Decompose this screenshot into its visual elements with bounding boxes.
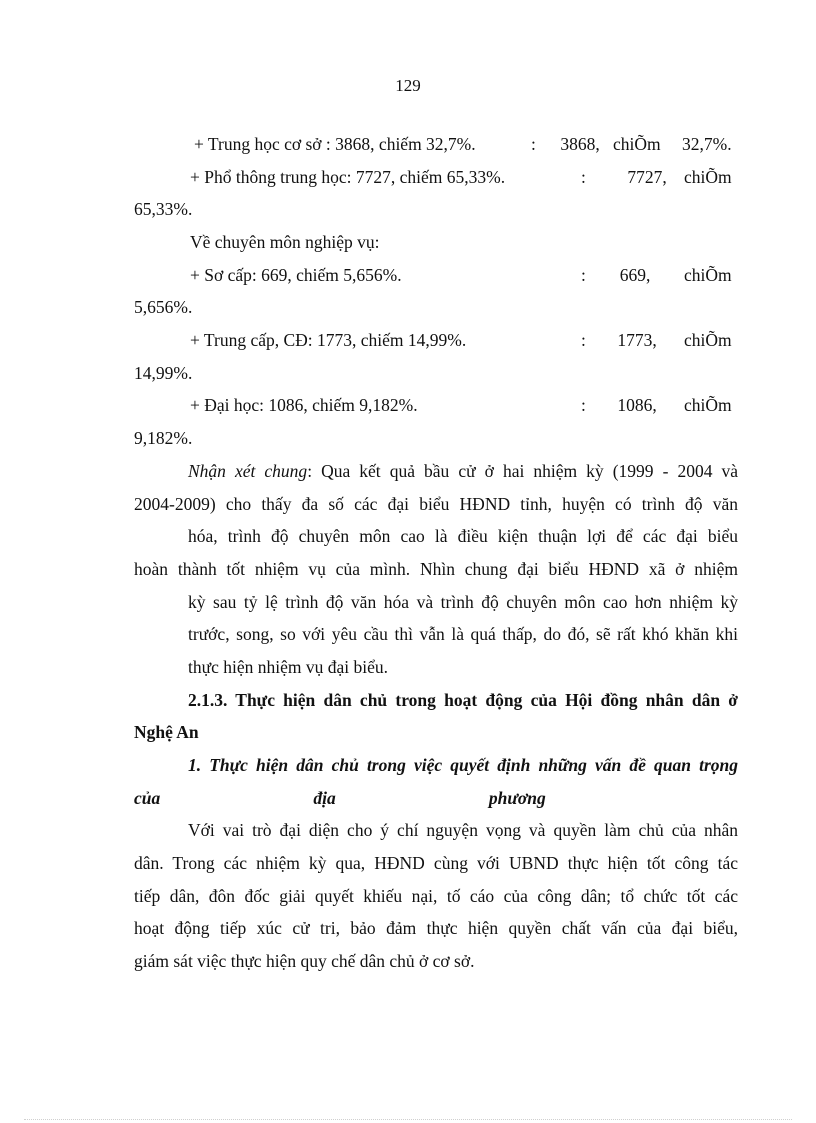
paragraph-line: dân. Trong các nhiệm kỳ qua, HĐND cùng với UBND thực hiện tốt công tác <box>134 853 738 873</box>
stat-number: 669, <box>619 265 651 285</box>
paragraph-line: tiếp dân, đôn đốc giải quyết khiếu nại, tố cáo của công dân; tổ chức tốt các <box>134 886 738 906</box>
remark-label: Nhận xét chung <box>188 461 308 481</box>
stat-word: chiÕm <box>684 265 732 285</box>
paragraph-line: 2004-2009) cho thấy đa số các đại biểu HĐND tỉnh, huyện có trình độ văn <box>134 494 738 514</box>
subsection-heading-cont: của địa phương <box>134 788 546 808</box>
section-heading: 2.1.3. Thực hiện dân chủ trong hoạt động của Hội đồng nhân dân ở <box>188 690 738 710</box>
stat-colon: : <box>531 134 536 154</box>
stat-percent: 14,99%. <box>134 363 193 383</box>
stat-word: chiÕm <box>684 330 732 350</box>
paragraph-line: kỳ sau tỷ lệ trình độ văn hóa và trình độ chuyên môn cao hơn nhiệm kỳ <box>188 592 738 612</box>
stat-word: chiÕm <box>684 167 732 187</box>
stat-colon: : <box>581 167 586 187</box>
section-heading-cont: Nghệ An <box>134 722 199 742</box>
page-number: 129 <box>395 76 421 95</box>
stat-label: + Đại học: 1086, chiếm 9,182%. <box>190 395 418 415</box>
stat-number: 1773, <box>617 330 657 350</box>
stat-colon: : <box>581 265 586 285</box>
stat-number: 7727, <box>627 167 667 187</box>
stat-colon: : <box>581 330 586 350</box>
paragraph-line: hóa, trình độ chuyên môn cao là điều kiện thuận lợi để các đại biểu <box>188 526 738 546</box>
stat-word: chiÕm <box>684 395 732 415</box>
footer-rule <box>24 1119 792 1120</box>
section-label: Về chuyên môn nghiệp vụ: <box>190 232 380 252</box>
paragraph-line: hoạt động tiếp xúc cử tri, bảo đảm thực hiện quyền chất vấn của đại biểu, <box>134 918 738 938</box>
paragraph-line: Với vai trò đại diện cho ý chí nguyện vọng và quyền làm chủ của nhân <box>188 820 738 840</box>
paragraph-line: trước, song, so với yêu cầu thì vẫn là quá thấp, do đó, sẽ rất khó khăn khi <box>188 624 738 644</box>
paragraph-line: giám sát việc thực hiện quy chế dân chủ ở cơ sở. <box>134 951 475 971</box>
subsection-heading: 1. Thực hiện dân chủ trong việc quyết định những vấn đề quan trọng <box>188 755 738 775</box>
stat-word: chiÕm <box>613 134 661 154</box>
stat-percent: 9,182%. <box>134 428 193 448</box>
stat-number: 1086, <box>617 395 657 415</box>
stat-label: + Sơ cấp: 669, chiếm 5,656%. <box>190 265 402 285</box>
paragraph-line <box>188 460 738 482</box>
stat-percent: 32,7%. <box>682 134 732 154</box>
stat-label: + Trung cấp, CĐ: 1773, chiếm 14,99%. <box>190 330 467 350</box>
stat-percent: 5,656%. <box>134 297 193 317</box>
stat-label: + Phổ thông trung học: 7727, chiếm 65,33%. <box>190 167 506 187</box>
paragraph-line: hoàn thành tốt nhiệm vụ của mình. Nhìn chung đại biểu HĐND xã ở nhiệm <box>134 559 738 579</box>
remark-text: : Qua kết quả bầu cử ở hai nhiệm kỳ (1999 - 2004 và <box>307 461 739 481</box>
stat-colon: : <box>581 395 586 415</box>
stat-label: + Trung học cơ sở : 3868, chiếm 32,7%. <box>194 134 476 154</box>
stat-number: 3868, <box>560 134 600 154</box>
paragraph-line: thực hiện nhiệm vụ đại biểu. <box>188 657 388 677</box>
stat-percent: 65,33%. <box>134 199 193 219</box>
